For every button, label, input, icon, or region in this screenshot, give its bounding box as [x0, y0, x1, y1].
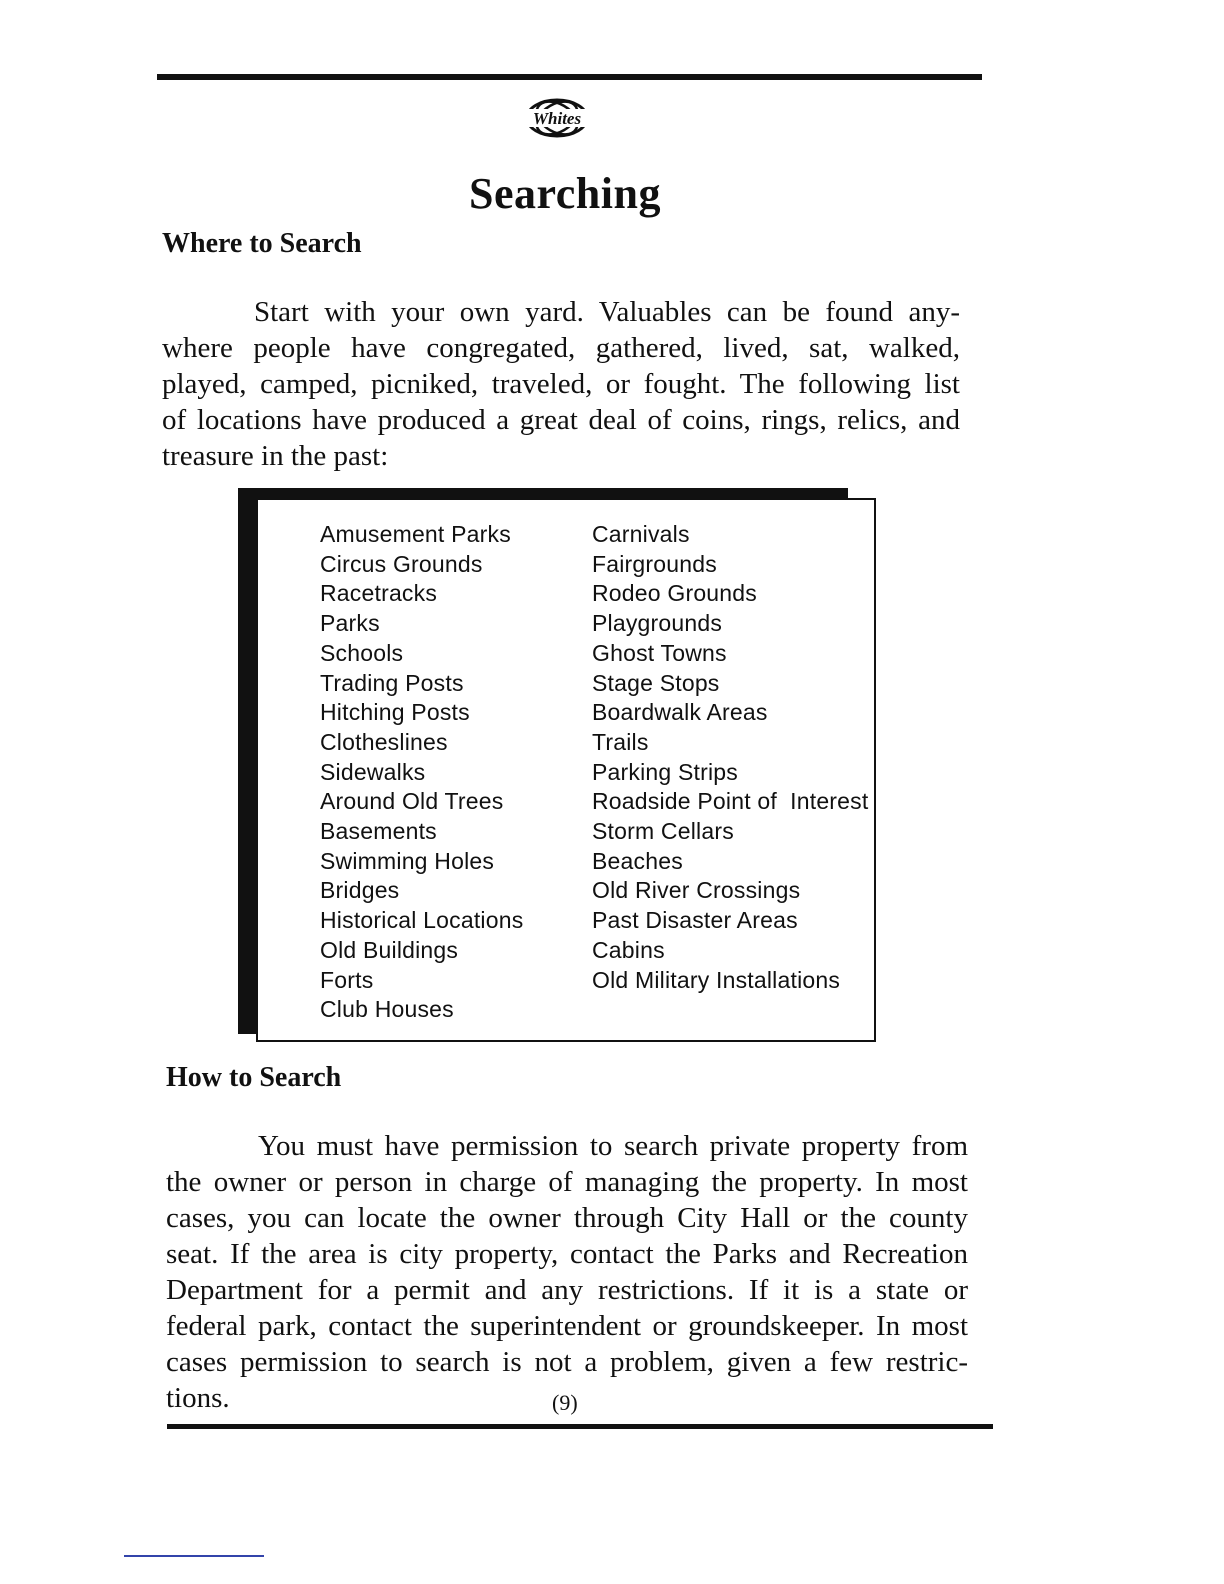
bottom-rule — [167, 1424, 993, 1429]
list-item: Amusement Parks — [320, 521, 511, 547]
list-item: Swimming Holes — [320, 847, 495, 874]
locations-right-column — [592, 520, 868, 995]
locations-list-box — [238, 488, 876, 1042]
list-item: Trails — [592, 728, 649, 755]
paragraph-line: treasure in the past: — [162, 440, 389, 472]
where-to-search-paragraph — [162, 294, 960, 474]
paragraph-line: where people have congregated, gathered, lived, sat, walked, — [162, 332, 960, 364]
list-item: Clotheslines — [320, 728, 448, 755]
box-shadow — [238, 488, 258, 1034]
logo-wordmark: Whites — [532, 109, 582, 128]
list-item: Racetracks — [320, 580, 438, 607]
list-item: Rodeo Grounds — [592, 580, 757, 607]
paragraph-line: federal park, contact the superintendent or groundskeeper. In most — [166, 1310, 968, 1342]
list-item: Forts — [320, 966, 374, 993]
list-item: Sidewalks — [320, 758, 426, 785]
list-item: Old River Crossings — [592, 877, 801, 904]
list-item: Beaches — [592, 847, 683, 874]
list-item: Storm Cellars — [592, 818, 734, 845]
list-item: Basements — [320, 818, 437, 845]
list-item: Trading Posts — [320, 669, 464, 696]
page-title: Searching — [469, 169, 661, 218]
list-item: Parking Strips — [592, 758, 738, 785]
list-item: Playgrounds — [592, 610, 723, 637]
how-to-search-heading: How to Search — [166, 1062, 342, 1093]
where-to-search-heading: Where to Search — [162, 228, 362, 259]
list-item: Schools — [320, 639, 404, 666]
paragraph-line: cases, you can locate the owner through City Hall or the county — [166, 1202, 968, 1234]
list-item: Boardwalk Areas — [592, 699, 768, 726]
list-item: Fairgrounds — [592, 550, 717, 577]
list-item: Old Military Installations — [592, 966, 841, 993]
list-item: Historical Locations — [320, 907, 524, 934]
list-item: Stage Stops — [592, 669, 720, 696]
paragraph-line: Start with your own yard. Valuables can be found any- — [254, 296, 960, 328]
paragraph-line: cases permission to search is not a problem, given a few restric- — [166, 1346, 968, 1378]
paragraph-line: Department for a permit and any restrictions. If it is a state or — [166, 1274, 968, 1306]
list-item: Ghost Towns — [592, 639, 727, 666]
locations-left-column — [320, 520, 523, 1025]
list-item: Parks — [320, 610, 380, 637]
paragraph-line: seat. If the area is city property, contact the Parks and Recreation — [166, 1238, 968, 1270]
page-number: (9) — [552, 1390, 578, 1415]
how-to-search-paragraph — [166, 1128, 968, 1416]
paragraph-line: the owner or person in charge of managing the property. In most — [166, 1166, 968, 1198]
list-item: Cabins — [592, 936, 665, 963]
list-item: Hitching Posts — [320, 699, 470, 726]
list-item: Old Buildings — [320, 936, 459, 963]
whites-logo-icon — [512, 92, 602, 148]
list-item: Club Houses — [320, 996, 454, 1023]
paragraph-line: of locations have produced a great deal of coins, rings, relics, and — [162, 404, 960, 436]
list-item: Past Disaster Areas — [592, 907, 798, 934]
paragraph-line: played, camped, picniked, traveled, or fought. The following list — [162, 368, 960, 400]
list-item: Around Old Trees — [320, 788, 504, 815]
box-frame — [256, 498, 876, 1042]
paragraph-line: tions. — [166, 1382, 230, 1414]
list-item: Circus Grounds — [320, 550, 483, 577]
list-item: Bridges — [320, 877, 400, 904]
list-item: Carnivals — [592, 521, 690, 547]
footer-mark — [124, 1555, 264, 1557]
list-item: Roadside Point of Interest — [592, 788, 869, 815]
paragraph-line: You must have permission to search private property from — [258, 1130, 968, 1162]
top-rule — [157, 74, 982, 80]
